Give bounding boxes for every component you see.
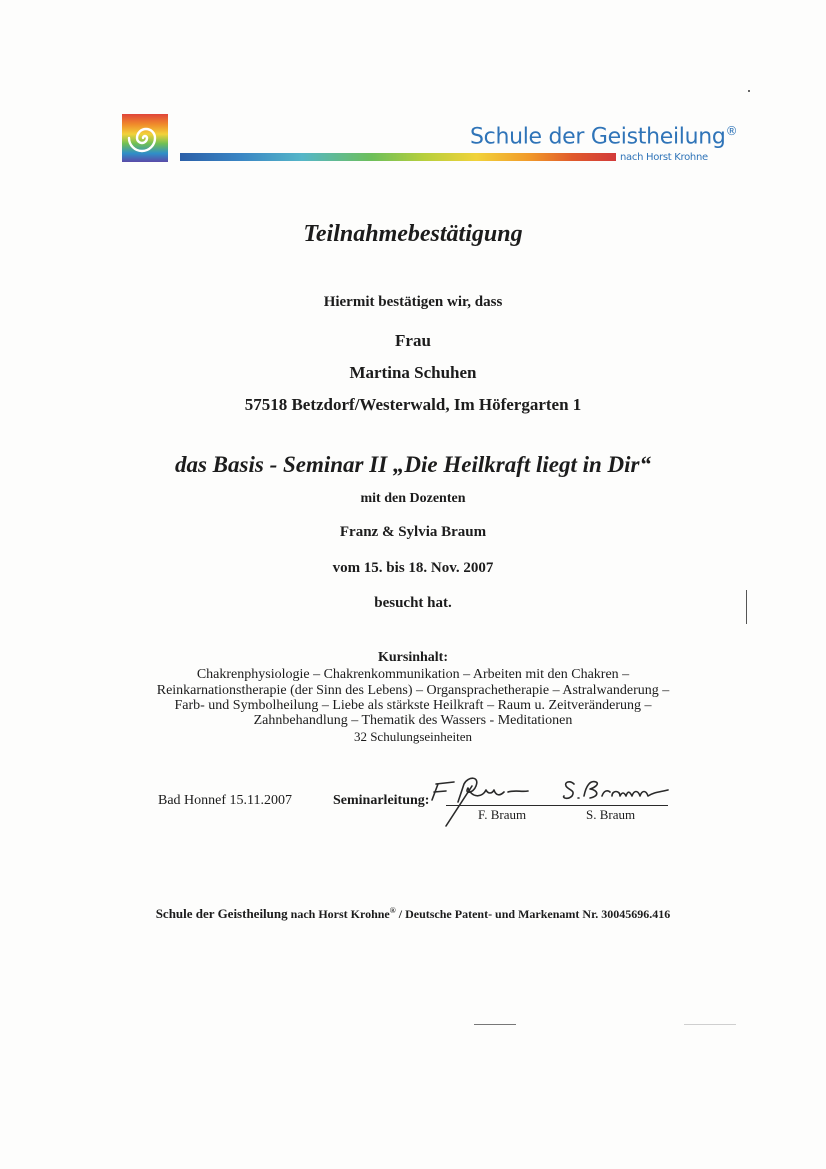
school-subtitle: nach Horst Krohne — [620, 152, 708, 163]
handwritten-signatures — [424, 770, 684, 830]
person-name: Martina Schuhen — [349, 363, 477, 382]
footer-rest: / Deutsche Patent- und Markenamt Nr. 30045696.416 — [398, 907, 671, 921]
signer-name-1: F. Braum — [478, 807, 527, 822]
intro-text: Hiermit bestätigen wir, dass — [323, 294, 503, 310]
rainbow-bar — [180, 153, 616, 161]
course-content-line: Reinkarnationstherapie (der Sinn des Lebens) – Organsprachetherapie – Astralwanderung – — [156, 683, 670, 698]
salutation: Frau — [395, 331, 431, 350]
footer-subtitle: nach Horst Krohne — [290, 907, 390, 921]
signature-rule — [446, 805, 668, 806]
address: 57518 Betzdorf/Westerwald, Im Höfergarten 1 — [244, 395, 582, 414]
signer-name-2: S. Braum — [586, 807, 636, 822]
spiral-rainbow-logo-icon — [122, 114, 168, 162]
scan-dot — [748, 90, 750, 92]
scan-mark — [474, 1024, 516, 1025]
registered-mark: ® — [725, 124, 738, 138]
school-name: Schule der Geistheilung® — [470, 124, 738, 150]
scan-mark — [684, 1024, 736, 1025]
course-content-heading: Kursinhalt: — [377, 650, 448, 665]
signature-label: Seminarleitung: — [333, 793, 430, 808]
attended-text: besucht hat. — [374, 595, 452, 611]
footer-school: Schule der Geistheilung — [155, 906, 288, 921]
footer-registered-mark: ® — [389, 906, 396, 915]
lecturers-intro: mit den Dozenten — [360, 491, 466, 506]
course-content-line: Zahnbehandlung – Thematik des Wassers - Meditationen — [253, 713, 573, 728]
seminar-title: das Basis - Seminar II „Die Heilkraft liegt in Dir“ — [174, 452, 651, 477]
place-date: Bad Honnef 15.11.2007 — [158, 793, 293, 808]
course-content-line: Chakrenphysiologie – Chakrenkommunikation – Arbeiten mit den Chakren – — [196, 667, 630, 682]
scan-mark — [746, 590, 747, 624]
certificate-title: Teilnahmebestätigung — [303, 221, 523, 247]
footer — [0, 906, 826, 922]
course-content-line: Farb- und Symbolheilung – Liebe als stärkste Heilkraft – Raum u. Zeitveränderung – — [174, 698, 652, 713]
date-range: vom 15. bis 18. Nov. 2007 — [332, 560, 494, 576]
lecturers: Franz & Sylvia Braum — [339, 524, 487, 540]
course-units: 32 Schulungseinheiten — [353, 729, 473, 744]
